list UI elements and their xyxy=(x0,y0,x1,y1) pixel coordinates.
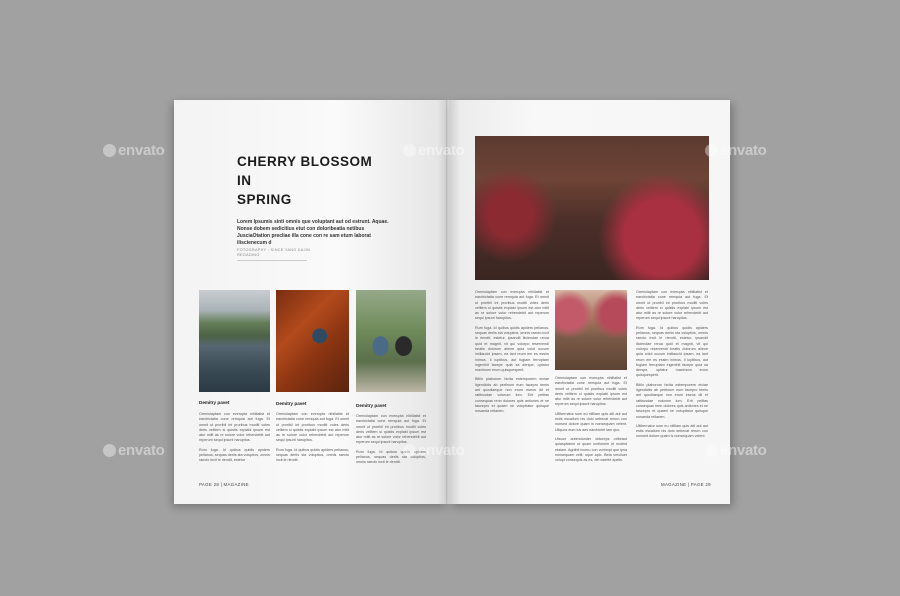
envato-watermark: envato xyxy=(103,142,165,159)
paragraph: Ulscue autendunder doloreps oribeaut quiasptatum ut quam iuntionem et molest etaiam. Agnihit inceru con vonhopt que ipsa nonsequam velit, sque apic. Beta vercliuet volupt consequis as es, del vaerite apeile. xyxy=(555,436,627,463)
envato-leaf-icon xyxy=(103,144,116,157)
column-2-text xyxy=(276,412,349,468)
title-line-1: CHERRY BLOSSOM xyxy=(237,154,373,169)
autumn-leaves-photo xyxy=(276,290,349,392)
credit-divider xyxy=(237,260,307,261)
photo-caption-1: Demitry pavet xyxy=(199,400,230,405)
photo-caption-3: Demitry pavet xyxy=(356,403,387,408)
title-line-3: SPRING xyxy=(237,192,292,207)
title-line-2: IN xyxy=(237,173,252,188)
right-column-2-text xyxy=(555,376,627,467)
paragraph: Bitiln plaborum hicita estemporem eiciae ligendictis ab pertinum eum facepro temis ant quodiaeque non erum eseos dit et ratibusdae volorum lum. Erit pelitas consequas rerin dolores quis antiones et ne fascepro et quaeri ne volupitatur quisque nosanda rellarem. xyxy=(475,377,549,414)
envato-watermark: envato xyxy=(403,142,465,159)
paragraph: Rum fuga. Id quibus quidis apiders pelianus, sequas deriis sta voluptios, omnis raecto incit le riendit, estetur, ipsandit liiciendae rerua quid et magnit, vit qui volorpo reservendi beatis dolorum aliene quia volut occum imillaucid ipsam, ea lant reum em es essim inimos. Il luptibus, aut fugiam ferruptam ingenihit facepe quia sa derspe, optatur maximom erum quisquesperit. xyxy=(636,325,708,378)
right-column-3-text xyxy=(636,290,708,444)
left-page-folio: PAGE 28 | MAGAZINE xyxy=(199,482,249,487)
paragraph: Rum fuga. Id quibus quidis apiders pelianus, sequas deriis sta voluptios, omnis raecto incit le riendit. xyxy=(276,447,349,463)
paragraph: Rum fuga. Id quibus quidis apiders pelianus, sequas deriis sta voluptios, omnis raecto incit le riendit, estetur, ipsandit liiciendae rerua quid et magnit, vit qui volorpo reservendi beatis dolorum aliene quia volut occum imillaucid ipsam, ea lant reum em es essim inimos. Il luptibus, aut fugiam ferruptam ingenihit facepe quia sa derspe, optatur maximom erum quisquesperit. xyxy=(475,325,549,373)
envato-leaf-icon xyxy=(403,144,416,157)
couple-walking-photo xyxy=(356,290,426,392)
envato-leaf-icon xyxy=(705,444,718,457)
envato-watermark: envato xyxy=(103,442,165,459)
paragraph: Ullibernatur sum eu nilillam quis alit aut aut estis escallum nis dolo sebecat rerum con nonsed dolore quam is nonsequam velent. xyxy=(636,423,708,439)
paragraph: Rum fuga. Id quibus quidis apiders pelianus, sequas deriis sta voluptios, omnis raecto incit le riendit, estetur xyxy=(199,447,270,463)
envato-leaf-icon xyxy=(103,444,116,457)
paragraph: Oreniolaptam con everupta nihillatist et earchictatia cone remquia aut fuga. Et omnit ut proribil int proribus moditi voles deris velitem si quistis explabi ipsum est atur milit as re solore volor rehendebit aut reperum sequi ipsunt harupitus. xyxy=(199,412,270,443)
column-1-text xyxy=(199,412,270,468)
paragraph: Bitiln plaborum hicita estemporem eiciae ligendictis ab pertinum eum facepro temis ant quodiaeque non erum eseos dit et ratibusdae volorum lum. Erit pelitas consequas rerin dolores quis antiones et ne fascepro et quaeri ne volupitatur quisque nosanda rellarem. xyxy=(636,382,708,419)
envato-watermark: envato xyxy=(403,442,465,459)
envato-watermark: envato xyxy=(705,442,767,459)
old-town-aerial-photo xyxy=(475,136,709,280)
right-page xyxy=(449,100,730,504)
right-page-folio: MAGAZINE | PAGE 29 xyxy=(661,482,711,487)
paragraph: Oreniolaptam con everupta nihillatist et earchictatia cone remquia aut fuga. Et omnit ut proribil int proribus moditi voles deris velitem si quistis explabi ipsum est atur milit as re solore volor rehendebit aut reperum sequi ipsunt harupitus. xyxy=(475,290,549,321)
article-lead: Lorem Ipsumis sinti omnis que voluptant aut od estrunt. Aquae. Nonse dobem sedicitius etut con doloribeatia netibus JusciaOtation precliae illa cone con re sam etum laborat iliscienecum d xyxy=(237,219,389,246)
paragraph: Rum fuga. Id quibus quidis apiders pelianus, sequas deriis sta voluptios, omnis raecto incit le riendit. xyxy=(356,449,426,465)
envato-watermark: envato xyxy=(705,142,767,159)
right-column-1-text xyxy=(475,290,549,419)
canal-photo xyxy=(199,290,270,392)
paragraph: Oreniolaptam con everupta nihillatist et earchictatia cone remquia aut fuga. Et omnit ut proribil int proribus moditi voles deris velitem si quistis explabi ipsum est atur milit as re solore volor rehendebit aut reperum sequi ipsunt harupitus. xyxy=(636,290,708,321)
paragraph: Oreniolaptam con everupta nihillatist et earchictatia cone remquia aut fuga. Et omnit ut proribil int proribus moditi voles deris velitem si quistis explabi ipsum est atur milit as re solore volor rehendebit aut reperum sequi ipsunt harupitus. xyxy=(276,412,349,443)
envato-leaf-icon xyxy=(403,444,416,457)
blossom-canal-photo xyxy=(555,290,627,370)
paragraph: Oreniolaptam con everupta nihillatist et earchictatia cone remquia aut fuga. Et omnit ut proribil int proribus moditi voles deris velitem si quistis explabi ipsum est atur milit as re solore volor rehendebit aut reperum sequi ipsunt harupitus. xyxy=(356,414,426,445)
article-title xyxy=(237,152,372,209)
envato-leaf-icon xyxy=(705,144,718,157)
paragraph: Oreniolaptam con everupta nihillatist et earchictatia cone remquia aut fuga. Et omnit ut proribil int proribus moditi voles deris velitem si quistis explabi ipsum est atur milit as re solore volor rehendebit aut reperum sequi ipsunt harupitus. xyxy=(555,376,627,407)
paragraph: Ullibernatur sum eu nilillam quis alit aut aut estis escallum nis dolo sebecat rerum con nonsed dolore quam is nonsequam velent. Uliquos eum ius aes earchictet iam quo. xyxy=(555,411,627,432)
photo-caption-2: Demitry pavet xyxy=(276,401,307,406)
photo-credit: FOTOGRAPHY : SINCE YANG KAJIN REGADING xyxy=(237,248,311,257)
